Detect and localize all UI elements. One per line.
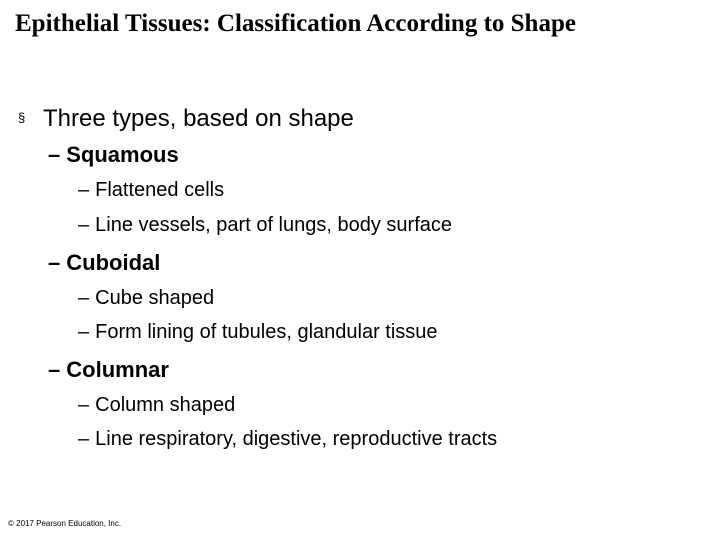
detail-item — [78, 424, 497, 454]
dash-marker: – — [78, 321, 90, 343]
detail-item — [78, 283, 214, 313]
detail-item — [78, 390, 235, 420]
slide-title: Epithelial Tissues: Classification According to Shape — [15, 10, 576, 37]
dash-marker: – — [78, 287, 90, 309]
detail-text: Flattened cells — [95, 179, 225, 201]
intro-bullet — [18, 100, 354, 137]
detail-item — [78, 175, 224, 205]
detail-item — [78, 317, 438, 347]
detail-text: Line vessels, part of lungs, body surface — [95, 214, 452, 236]
type-name: Squamous — [66, 142, 179, 167]
detail-text: Cube shaped — [95, 287, 215, 309]
intro-text: Three types, based on shape — [43, 105, 354, 132]
detail-text: Line respiratory, digestive, reproductive tracts — [95, 428, 498, 450]
square-bullet-icon: § — [18, 110, 26, 125]
dash-marker: – — [78, 394, 90, 416]
type-name: Columnar — [66, 357, 169, 382]
dash-marker: – — [78, 214, 90, 236]
dash-marker: – — [78, 428, 90, 450]
dash-marker: – — [48, 250, 61, 275]
type-columnar — [48, 355, 169, 385]
detail-item — [78, 210, 452, 240]
type-squamous — [48, 140, 179, 170]
copyright-footer: © 2017 Pearson Education, Inc. — [8, 519, 122, 528]
type-cuboidal — [48, 248, 160, 278]
detail-text: Form lining of tubules, glandular tissue — [95, 321, 438, 343]
detail-text: Column shaped — [95, 394, 236, 416]
dash-marker: – — [48, 357, 61, 382]
dash-marker: – — [48, 142, 61, 167]
type-name: Cuboidal — [66, 250, 161, 275]
dash-marker: – — [78, 179, 90, 201]
